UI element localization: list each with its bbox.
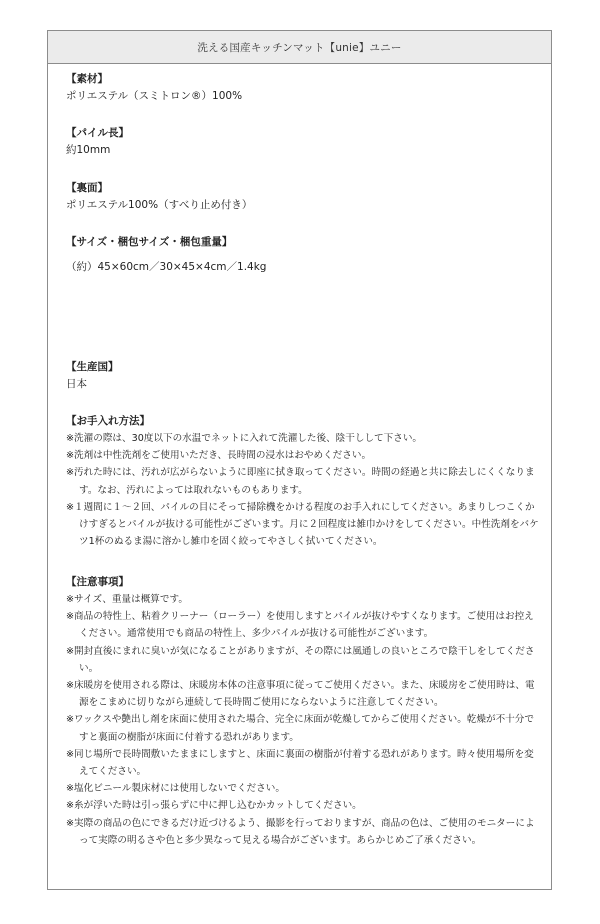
material-value: ポリエステル（スミトロン®）100% <box>66 90 243 102</box>
product-title-bar <box>48 31 551 64</box>
care-item: ※１週間に１～２回、パイルの目にそって掃除機をかける程度のお手入れにしてください。あまりしつこくかけすぎるとパイルが抜ける可能性がございます。月に２回程度は雑巾かけをしてください。中性洗剤をバケツ1杯のぬるま湯に溶かし雑巾を固く絞ってやさしく拭いてください。 <box>66 501 539 548</box>
caution-section <box>66 574 539 849</box>
caution-item: ※実際の商品の色にできるだけ近づけるよう、撮影を行っておりますが、商品の色は、ご使用のモニターによって実際の明るさや色と多少異なって見える場合がございます。あらかじめご了承ください。 <box>66 817 535 846</box>
care-item: ※洗剤は中性洗剤をご使用いただき、長時間の浸水はおやめください。 <box>66 450 372 462</box>
caution-heading: 【注意事項】 <box>66 576 129 588</box>
origin-section <box>66 359 539 393</box>
size-value: （約）45×60cm／30×45×4cm／1.4kg <box>66 261 267 273</box>
origin-value: 日本 <box>66 378 87 390</box>
caution-list <box>66 591 539 849</box>
caution-item: ※サイズ、重量は概算です。 <box>66 594 188 605</box>
back-section <box>66 180 539 214</box>
pile-heading: 【パイル長】 <box>66 127 129 139</box>
care-item: ※汚れた時には、汚れが広がらないように即座に拭き取ってください。時間の経過と共に除去しにくくなります。なお、汚れによっては取れないものもあります。 <box>66 467 535 496</box>
size-section <box>66 234 539 276</box>
size-heading: 【サイズ・梱包サイズ・梱包重量】 <box>66 236 233 248</box>
caution-item: ※ワックスや艶出し剤を床面に使用された場合、完全に床面が乾燥してからご使用ください。乾燥が不十分ですと裏面の樹脂が床面に付着する恐れがあります。 <box>66 714 534 743</box>
caution-item: ※床暖房を使用される際は、床暖房本体の注意事項に従ってご使用ください。また、床暖房をご使用時は、電源をこまめに切りながら連続して長時間ご使用にならないように注意してください。 <box>66 680 535 709</box>
back-heading: 【裏面】 <box>66 182 108 194</box>
pile-value: 約10mm <box>66 144 111 156</box>
material-section <box>66 71 539 105</box>
caution-item: ※糸が浮いた時は引っ張らずに中に押し込むかカットしてください。 <box>66 800 362 812</box>
origin-heading: 【生産国】 <box>66 361 119 373</box>
caution-item: ※塩化ビニール製床材には使用しないでください。 <box>66 783 285 795</box>
material-heading: 【素材】 <box>66 73 108 85</box>
care-item: ※洗濯の際は、30度以下の水温でネットに入れて洗濯した後、陰干しして下さい。 <box>66 433 423 444</box>
pile-section <box>66 125 539 159</box>
care-heading: 【お手入れ方法】 <box>66 415 150 427</box>
care-section <box>66 413 539 550</box>
care-list <box>66 430 539 550</box>
caution-item: ※開封直後にまれに臭いが気になることがありますが、その際には風通しの良いところで陰干しをしてください。 <box>66 645 535 674</box>
spec-table <box>47 30 552 890</box>
product-title: 洗える国産キッチンマット【unie】ユニー <box>197 41 402 54</box>
caution-item: ※同じ場所で長時間敷いたままにしますと、床面に裏面の樹脂が付着する恐れがあります。時々使用場所を変えてください。 <box>66 748 534 778</box>
back-value: ポリエステル100%（すべり止め付き） <box>66 199 253 211</box>
caution-item: ※商品の特性上、粘着クリーナー（ローラー）を使用しますとパイルが抜けやすくなります。ご使用はお控えください。通常使用でも商品の特性上、多少パイルが抜ける可能性がございます。 <box>66 611 534 640</box>
